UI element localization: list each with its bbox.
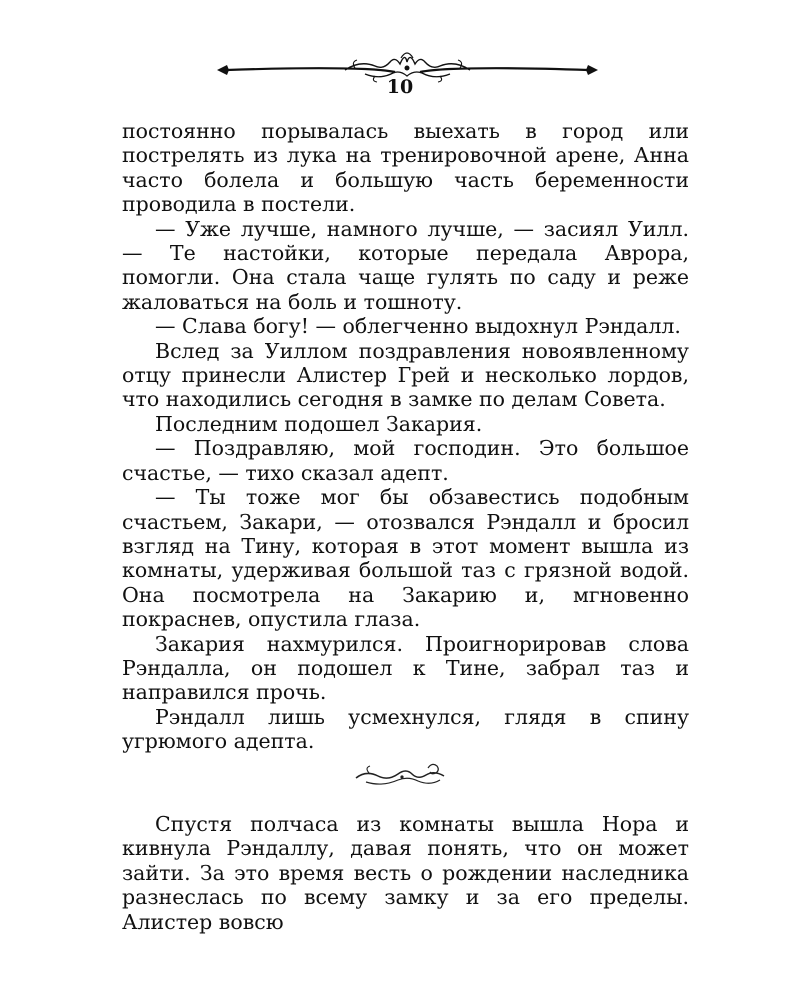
paragraph: Закария нахмурился. Проигнорировав слова Рэндалла, он подошел к Тине, забрал таз и направился прочь.	[122, 631, 689, 705]
paragraph: Спустя полчаса из комнаты вышла Нора и кивнула Рэндаллу, давая понять, что он может зайти. За это время весть о рождении наследника разнеслась по всему замку и за его пределы. Алистер вовсю	[122, 812, 689, 934]
paragraph: — Слава богу! — облегченно выдохнул Рэндалл.	[155, 314, 681, 339]
paragraph: Рэндалл лишь усмехнулся, глядя в спину угрюмого адепта.	[122, 704, 689, 754]
main-text	[122, 119, 689, 754]
section-flourish-icon	[352, 760, 450, 790]
paragraph: — Поздравляю, мой господин. Это большое счастье, — тихо сказал адепт.	[122, 436, 689, 485]
paragraph: постоянно порывалась выехать в город или пострелять из лука на тренировочной арене, Анна часто болела и большую часть беременности проводила в постели.	[122, 119, 689, 217]
paragraph: Вслед за Уиллом поздравления новоявленному отцу принесли Алистер Грей и несколько лордов, что находились сегодня в замке по делам Совета.	[122, 338, 689, 412]
paragraph: — Ты тоже мог бы обзавестись подобным счастьем, Закари, — отозвался Рэндалл и бросил взгляд на Тину, которая в этот момент вышла из комнаты, удерживая большой таз с грязной водой. Она посмотрела на Закарию и, мгновенно покраснев, опустила глаза.	[122, 485, 689, 632]
paragraph: — Уже лучше, намного лучше, — засиял Уилл. — Те настойки, которые передала Аврора, помогли. Она стала чаще гулять по саду и реже жаловаться на боль и тошноту.	[122, 216, 689, 314]
page-number: 10	[386, 76, 414, 98]
main-text-continued	[122, 812, 689, 934]
paragraph: Последним подошел Закария.	[155, 411, 483, 436]
